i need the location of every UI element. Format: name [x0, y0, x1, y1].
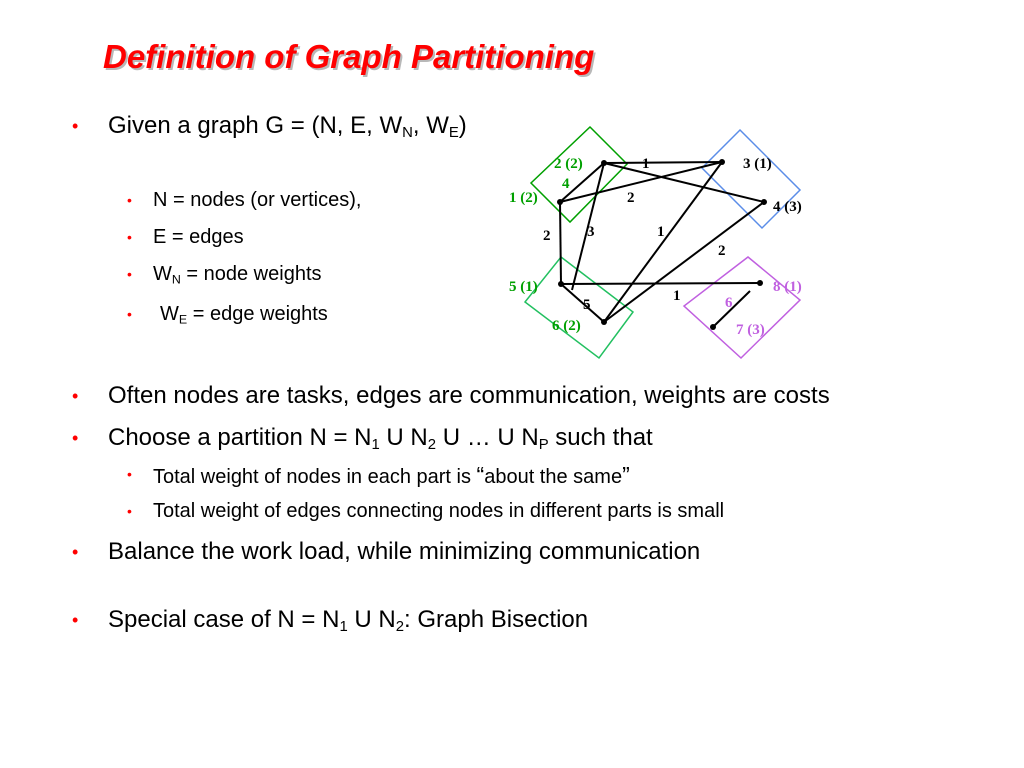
node-5 [558, 281, 564, 287]
edge-weight-4-6: 2 [718, 243, 726, 259]
edge-1-5 [560, 202, 561, 284]
bullet-often-nodes: Often nodes are tasks, edges are communication, weights are costs [108, 382, 830, 409]
node-6 [601, 319, 607, 325]
bullet: • [127, 266, 132, 282]
node-label-7: 7 (3) [736, 322, 765, 338]
node-label-2: 2 (2) [554, 156, 583, 172]
node-8 [757, 280, 763, 286]
edge-weight-2-6: 3 [587, 224, 595, 240]
bullet: • [127, 503, 132, 519]
edge-weight-5-6: 5 [583, 297, 591, 313]
node-label-8: 8 (1) [773, 279, 802, 295]
edge-weight-1-2: 4 [562, 176, 570, 192]
node-2 [601, 160, 607, 166]
node-label-1: 1 (2) [509, 190, 538, 206]
edge-5-8 [561, 283, 760, 284]
bullet-special-case: Special case of $N = N_1$ U $N_2$: Graph Bisection [108, 606, 589, 636]
partition-green [531, 127, 627, 222]
bullet-e-definition: E = edges [153, 226, 244, 248]
bullet-we-definition: $W_E$ = edge weights [160, 303, 328, 327]
edge-weight-3-6: 1 [657, 224, 665, 240]
edge-weight-7-8: 6 [725, 295, 733, 311]
bullet: • [72, 428, 79, 448]
bullet: • [72, 542, 79, 562]
node-3 [719, 159, 725, 165]
edge-weight-1-5: 2 [543, 228, 551, 244]
partition-violet [684, 257, 800, 358]
edge-weight-2-3: 1 [642, 156, 650, 172]
edge-4-6 [604, 202, 764, 322]
node-7 [710, 324, 716, 330]
bullet: • [127, 229, 132, 245]
partition-light-green [525, 257, 633, 358]
bullet: • [72, 116, 79, 136]
bullet: • [72, 610, 79, 630]
node-1 [557, 199, 563, 205]
bullet: • [127, 466, 132, 482]
node-label-4: 4 (3) [773, 199, 802, 215]
bullet-wn-definition: $W_N$ = node weights [153, 263, 322, 287]
bullet-choose-partition: Choose a partition $N = N_1$ U $N_2$ U … U $N_P$ such that [108, 424, 653, 454]
bullet-total-edges: Total weight of edges connecting nodes in different parts is small [153, 500, 725, 522]
bullet-total-nodes: Total weight of nodes in each part is “about the same” [153, 462, 630, 488]
bullet: • [127, 192, 132, 208]
bullet-n-definition: N = nodes (or vertices), [153, 189, 362, 211]
edge-weight-1-3: 2 [627, 190, 635, 206]
bullet-given-graph: Given a graph G = (N, E, $W_N$, $W_E$) [108, 112, 467, 142]
edge-weight-5-8: 1 [673, 288, 681, 304]
bullet-balance: Balance the work load, while minimizing communication [108, 538, 701, 565]
node-4 [761, 199, 767, 205]
bullet: • [127, 306, 132, 322]
node-label-5: 5 (1) [509, 279, 538, 295]
node-label-6: 6 (2) [552, 318, 581, 334]
node-label-3: 3 (1) [743, 156, 772, 172]
slide-title: Definition of Graph Partitioning [103, 38, 595, 75]
bullet: • [72, 386, 79, 406]
edge-2-3 [604, 162, 722, 163]
